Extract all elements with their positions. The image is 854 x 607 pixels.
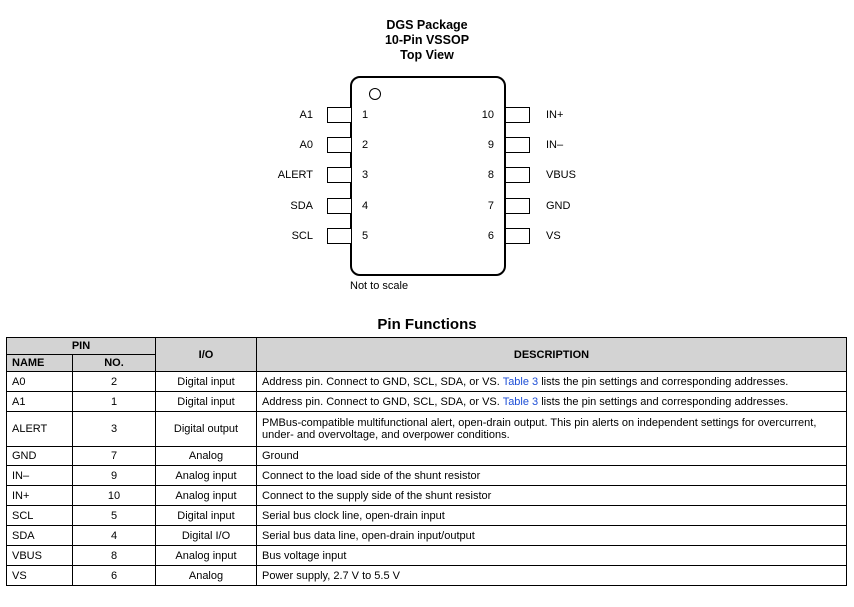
table-body [7,372,847,586]
cell-no: 5 [73,506,156,526]
pin-number: 5 [362,230,369,242]
table-row [7,566,847,586]
package-title: DGS Package [386,18,468,32]
table-row [7,412,847,447]
cell-no: 6 [73,566,156,586]
cell-name: IN– [7,466,73,486]
pin-name: IN+ [546,109,564,121]
pin-lead [506,167,530,183]
description-text: Connect to the supply side of the shunt resistor [262,489,492,502]
pin-name: ALERT [277,169,313,181]
cell-description [257,546,847,566]
pin-name: SCL [291,230,313,242]
table-row [7,372,847,392]
cell-io: Digital output [156,412,257,447]
pin-number: 7 [487,200,494,212]
cell-name: SDA [7,526,73,546]
cell-name: GND [7,447,73,466]
pin-number: 6 [487,230,494,242]
table-reference-link[interactable]: Table 3 [502,395,539,408]
cell-io: Analog input [156,466,257,486]
table-row [7,546,847,566]
description-text: Serial bus data line, open-drain input/output [262,529,475,542]
cell-description [257,466,847,486]
pin-number: 3 [362,169,369,181]
description-text: Address pin. Connect to GND, SCL, SDA, or VS. [262,395,503,408]
pin-name: GND [546,200,571,212]
header-pin: PIN [7,338,156,355]
cell-name: A1 [7,392,73,412]
pin-lead [327,228,351,244]
pin-lead [506,228,530,244]
cell-no: 3 [73,412,156,447]
pin-number: 1 [362,109,369,121]
pin-lead [327,198,351,214]
pin-lead [506,107,530,123]
cell-no: 9 [73,466,156,486]
description-text: PMBus-compatible multifunctional alert, open-drain output. This pin alerts on independent settings for overcurrent, under- and overvoltage, and overpower conditions. [262,417,817,441]
pin-number: 10 [481,109,494,121]
description-text: Address pin. Connect to GND, SCL, SDA, or VS. [262,375,503,388]
cell-description [257,506,847,526]
package-view: Top View [400,48,454,62]
description-text: Connect to the load side of the shunt resistor [262,469,481,482]
description-text: Ground [262,450,299,462]
cell-description [257,486,847,506]
pin-number: 9 [487,139,494,151]
pin-name: A0 [299,139,313,151]
cell-name: SCL [7,506,73,526]
cell-name: VBUS [7,546,73,566]
table-reference-link[interactable]: Table 3 [502,375,539,388]
pin-name: VBUS [546,169,576,181]
pin-name: A1 [299,109,313,121]
pin-lead [327,137,351,153]
description-text: lists the pin settings and corresponding addresses. [538,375,789,388]
header-name: NAME [7,355,73,372]
cell-description [257,392,847,412]
pin-lead [506,198,530,214]
pin-lead [506,137,530,153]
cell-io: Digital input [156,372,257,392]
cell-description [257,372,847,392]
cell-io: Analog [156,447,257,466]
table-row [7,447,847,466]
cell-no: 1 [73,392,156,412]
header-io: I/O [156,338,257,372]
pin-number: 8 [487,169,494,181]
pin-name: IN– [546,139,564,151]
table-title: Pin Functions [377,316,477,333]
cell-description [257,566,847,586]
cell-io: Digital I/O [156,526,257,546]
pin-functions-table [6,337,847,586]
cell-no: 7 [73,447,156,466]
table-row [7,392,847,412]
description-text: lists the pin settings and corresponding addresses. [538,395,789,408]
pin-lead [327,167,351,183]
package-subtitle: 10-Pin VSSOP [384,33,470,47]
scale-note: Not to scale [350,280,409,292]
table-row [7,526,847,546]
pin-number: 2 [362,139,369,151]
pin-name: VS [546,230,561,242]
cell-io: Analog input [156,486,257,506]
cell-name: ALERT [7,412,73,447]
cell-io: Analog [156,566,257,586]
header-description: DESCRIPTION [257,338,847,372]
pin-name: SDA [290,200,313,212]
table-row [7,506,847,526]
cell-description [257,526,847,546]
cell-description [257,447,847,466]
description-text: Bus voltage input [262,549,347,562]
cell-name: IN+ [7,486,73,506]
pin1-marker-icon [369,88,381,100]
cell-no: 4 [73,526,156,546]
cell-no: 8 [73,546,156,566]
header-no: NO. [73,355,156,372]
cell-name: VS [7,566,73,586]
description-text: Serial bus clock line, open-drain input [262,509,445,522]
table-row [7,486,847,506]
cell-no: 10 [73,486,156,506]
table-row [7,466,847,486]
cell-io: Digital input [156,506,257,526]
cell-io: Analog input [156,546,257,566]
pin-number: 4 [362,200,369,212]
cell-no: 2 [73,372,156,392]
cell-name: A0 [7,372,73,392]
description-text: Power supply, 2.7 V to 5.5 V [262,569,400,582]
cell-description [257,412,847,447]
cell-io: Digital input [156,392,257,412]
pin-lead [327,107,351,123]
